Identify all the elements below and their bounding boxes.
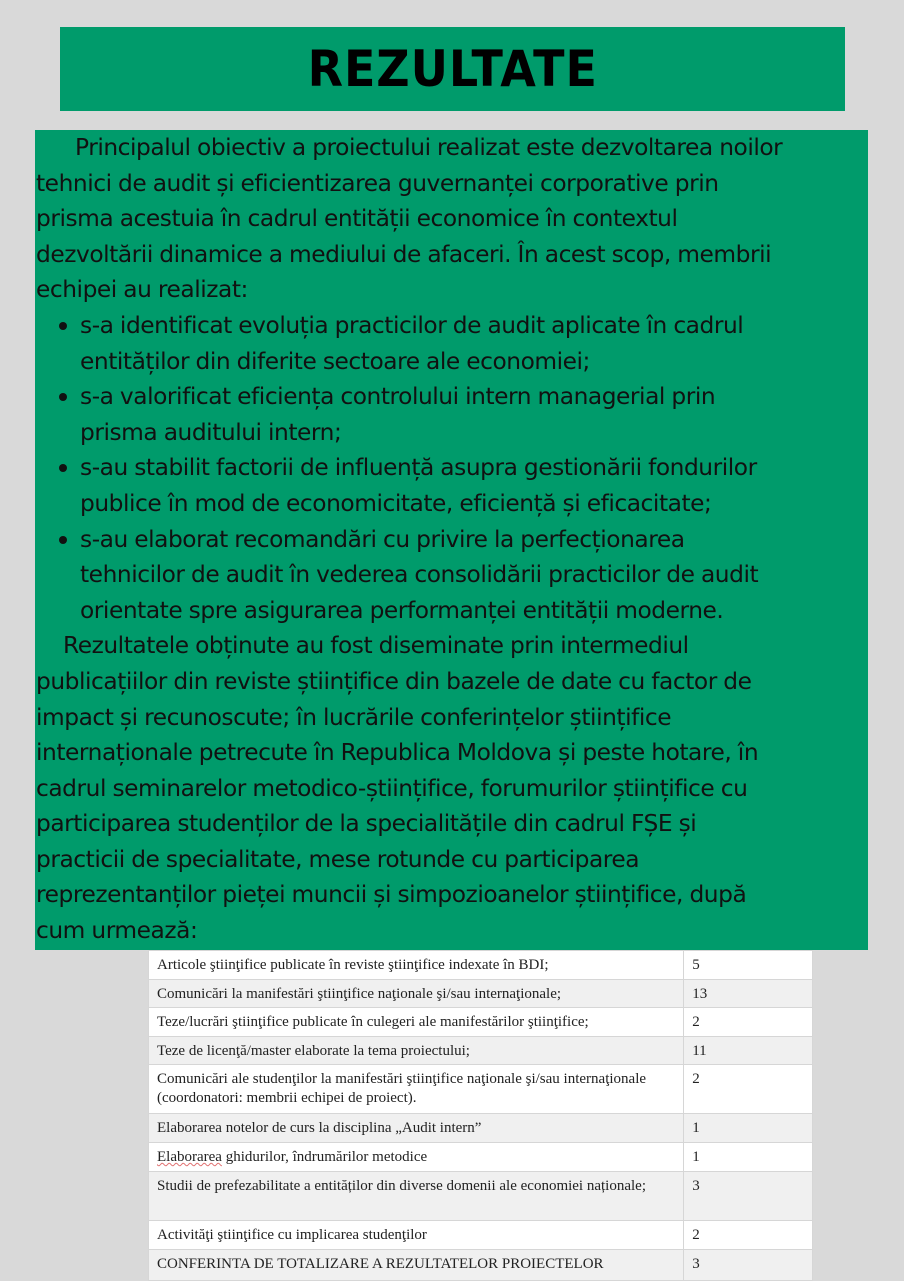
row-value: 13: [684, 980, 813, 1008]
achievements-list: [36, 308, 868, 628]
table-row: [149, 951, 813, 980]
row-label: Studii de prefezabilitate a entităților din diverse domenii ale economiei naționale;: [149, 1172, 684, 1221]
bullet-icon: [59, 322, 67, 330]
results-table: [148, 950, 813, 1281]
results-summary-panel: [35, 130, 868, 950]
bullet-icon: [59, 464, 67, 472]
row-value: 3: [684, 1172, 813, 1221]
table-row: [149, 1221, 813, 1250]
dissemination-line: practicii de specialitate, mese rotunde cu participarea: [36, 845, 640, 873]
table-row: [149, 1008, 813, 1037]
table-row: [149, 1250, 813, 1281]
intro-line: echipei au realizat:: [36, 276, 248, 304]
row-label: Elaborarea notelor de curs la disciplina „Audit intern”: [149, 1114, 684, 1143]
bullet-icon: [59, 536, 67, 544]
title-banner: [60, 27, 845, 111]
row-label: [149, 1143, 684, 1172]
table-row: [149, 980, 813, 1008]
achievement-item: [36, 379, 868, 450]
row-value: 3: [684, 1250, 813, 1281]
achievement-line: s-au stabilit factorii de influență asupra gestionării fondurilor: [80, 454, 757, 482]
row-label: CONFERINTA DE TOTALIZARE A REZULTATELOR PROIECTELOR: [149, 1250, 684, 1281]
page-title: REZULTATE: [307, 40, 598, 98]
table-row: [149, 1065, 813, 1114]
intro-line: Principalul obiectiv a proiectului realizat este dezvoltarea noilor: [75, 134, 783, 161]
achievement-line: s-au elaborat recomandări cu privire la perfecționarea: [80, 525, 685, 553]
table-row: [149, 1037, 813, 1065]
table-row: [149, 1172, 813, 1221]
achievement-line: s-a identificat evoluția practicilor de audit aplicate în cadrul: [80, 311, 744, 339]
achievement-line: tehnicilor de audit în vederea consolidării practicilor de audit: [80, 561, 759, 589]
dissemination-line: reprezentanților pieței muncii și simpozioanelor științifice, după: [36, 881, 747, 909]
row-value: 5: [684, 951, 813, 980]
row-label-rest: ghidurilor, îndrumărilor metodice: [221, 1149, 428, 1165]
row-label: Teze de licenţă/master elaborate la tema proiectului;: [149, 1037, 684, 1065]
dissemination-line: internaționale petrecute în Republica Moldova și peste hotare, în: [36, 739, 759, 767]
spellcheck-marked-word: Elaborarea: [157, 1149, 222, 1165]
achievement-item: [36, 522, 868, 629]
intro-line: dezvoltării dinamice a mediului de afaceri. În acest scop, membrii: [36, 240, 772, 268]
table-row: [149, 1143, 813, 1172]
dissemination-line: cadrul seminarelor metodico-științifice, forumurilor științifice cu: [36, 774, 748, 802]
row-label: Activităţi ştiinţifice cu implicarea studenţilor: [149, 1221, 684, 1250]
dissemination-line: participarea studenților de la specialitățile din cadrul FȘE și: [36, 810, 697, 838]
bullet-icon: [59, 393, 67, 401]
row-value: 1: [684, 1143, 813, 1172]
row-label: Teze/lucrări ştiinţifice publicate în culegeri ale manifestărilor ştiinţifice;: [149, 1008, 684, 1037]
achievement-line: publice în mod de economicitate, eficiență și eficacitate;: [80, 489, 712, 517]
dissemination-line: cum urmează:: [36, 917, 198, 945]
row-label: Articole ştiinţifice publicate în reviste ştiinţifice indexate în BDI;: [149, 951, 684, 980]
row-label: Comunicări ale studenţilor la manifestări ştiinţifice naţionale şi/sau internaţionale (coordonatori: membrii echipei de proiect).: [149, 1065, 684, 1114]
intro-line: tehnici de audit și eficientizarea guvernanței corporative prin: [36, 169, 719, 197]
dissemination-paragraph: [36, 628, 868, 948]
row-value: 11: [684, 1037, 813, 1065]
intro-line: prisma acestuia în cadrul entității economice în contextul: [36, 205, 678, 233]
achievement-line: prisma auditului intern;: [80, 418, 342, 446]
achievement-line: s-a valorificat eficiența controlului intern managerial prin: [80, 383, 716, 411]
achievement-item: [36, 308, 868, 379]
dissemination-line: Rezultatele obținute au fost diseminate prin intermediul: [63, 632, 689, 660]
intro-paragraph: [36, 130, 868, 308]
achievement-line: entităților din diferite sectoare ale economiei;: [80, 347, 590, 375]
row-value: 2: [684, 1008, 813, 1037]
dissemination-line: impact și recunoscute; în lucrările conferințelor științifice: [36, 703, 672, 731]
row-label: Comunicări la manifestări ştiinţifice naţionale şi/sau internaţionale;: [149, 980, 684, 1008]
achievement-line: orientate spre asigurarea performanței entității moderne.: [80, 596, 724, 624]
row-value: 2: [684, 1221, 813, 1250]
dissemination-line: publicațiilor din reviste științifice din bazele de date cu factor de: [36, 667, 752, 695]
row-value: 2: [684, 1065, 813, 1114]
row-value: 1: [684, 1114, 813, 1143]
table-row: [149, 1114, 813, 1143]
achievement-item: [36, 450, 868, 521]
